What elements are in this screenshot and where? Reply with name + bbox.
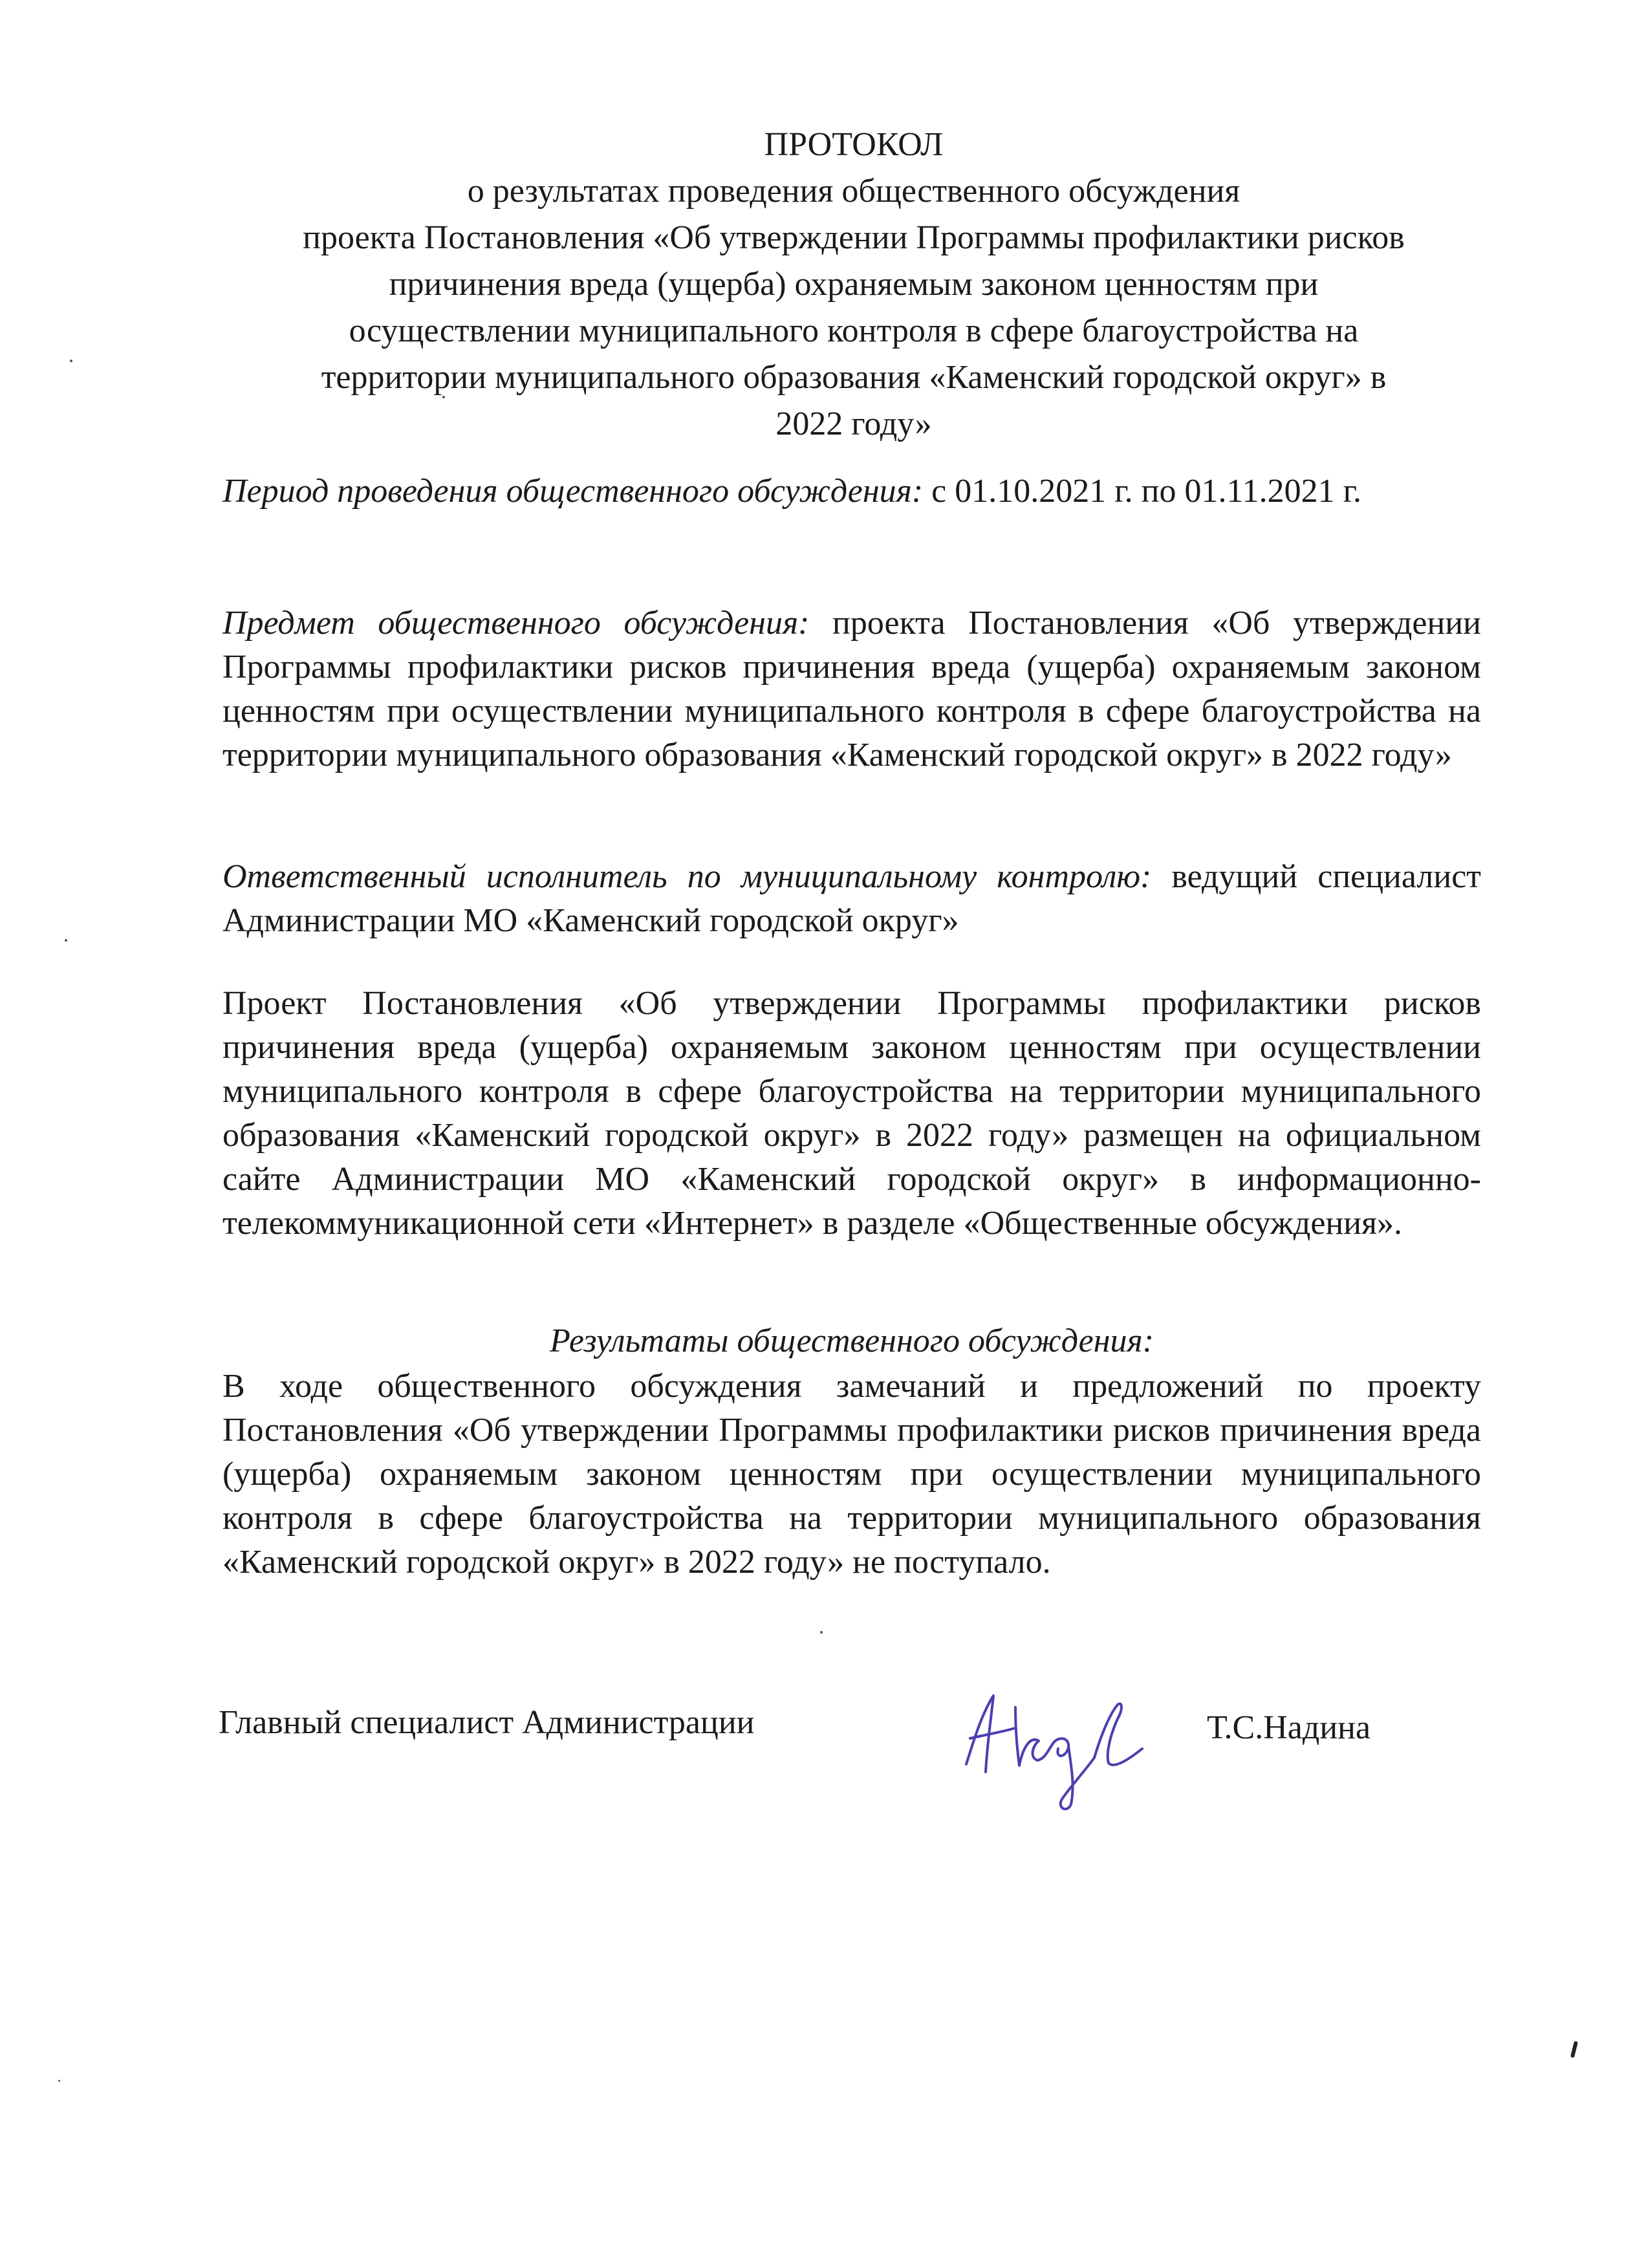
title-line: осуществлении муниципального контроля в сфере благоустройства на [349, 312, 1359, 349]
subject-paragraph [222, 601, 1481, 777]
scan-speck [442, 396, 445, 398]
title-line: причинения вреда (ущерба) охраняемым законом ценностям при [389, 266, 1319, 303]
publication-paragraph [222, 982, 1481, 1246]
scan-speck [58, 2080, 60, 2082]
handwritten-signature [948, 1681, 1175, 1817]
results-heading: Результаты общественного обсуждения: [549, 1323, 1154, 1359]
title-line: о результатах проведения общественного обсуждения [467, 173, 1240, 210]
period-label: Период проведения общественного обсуждения: [222, 473, 924, 510]
scan-speck [70, 360, 72, 362]
signatory-name: Т.С.Надина [1207, 1709, 1371, 1746]
title-line: территории муниципального образования «Каменский городской округ» в [321, 359, 1387, 396]
scan-mark [1570, 2041, 1578, 2058]
responsible-label: Ответственный исполнитель по муниципальному контролю: [222, 858, 1152, 895]
results-paragraph [222, 1365, 1481, 1584]
period-paragraph [222, 470, 1481, 513]
document-title-block [220, 122, 1488, 448]
signatory-position: Главный специалист Администрации [219, 1704, 755, 1741]
document-heading: ПРОТОКОЛ [764, 126, 944, 163]
title-line: проекта Постановления «Об утверждении Программы профилактики рисков [303, 219, 1405, 256]
results-text: В ходе общественного обсуждения замечаний и предложений по проекту Постановления «Об утверждении Программы профилактики рисков причинения вреда (ущерба) охраняемым законом ценностям при осуществлении муниципального контроля в сфере благоустройства на территории муниципального образования «Каменский городской округ» в 2022 году» не поступало. [222, 1368, 1481, 1581]
title-line: 2022 году» [775, 405, 932, 442]
subject-value: проекта Постановления «Об утверждении Программы профилактики рисков причинения вреда (ущерба) охраняемым законом ценностям при осуществлении муниципального контроля в сфере благоустройства на территории муниципального образования «Каменский городской округ» в 2022 году» [222, 605, 1481, 773]
responsible-value: ведущий специалист Администрации МО «Каменский городской округ» [222, 858, 1482, 939]
publication-text: Проект Постановления «Об утверждении Программы профилактики рисков причинения вреда (ущерба) охраняемым законом ценностям при осуществлении муниципального контроля в сфере благоустройства на территории муниципального образования «Каменский городской округ» в 2022 году» размещен на официальном сайте Администрации МО «Каменский городской округ» в информационно-телекоммуникационной сети «Интернет» в разделе «Общественные обсуждения». [222, 985, 1481, 1242]
subject-label: Предмет общественного обсуждения: [222, 605, 810, 642]
responsible-paragraph [222, 855, 1481, 943]
scan-speck [820, 1631, 823, 1634]
period-value: с 01.10.2021 г. по 01.11.2021 г. [923, 473, 1362, 510]
scan-speck [65, 939, 67, 942]
